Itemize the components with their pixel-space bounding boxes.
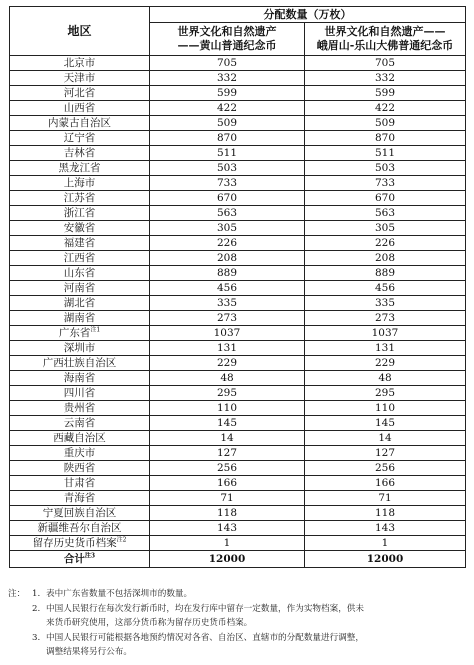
region-cell xyxy=(10,206,150,221)
table-row xyxy=(10,56,466,71)
region-cell xyxy=(10,341,150,356)
footnote-3-continued: 调整结果将另行公布。 xyxy=(46,647,132,657)
emeishan-quantity-cell: 503 xyxy=(305,161,466,176)
huangshan-quantity-cell: 1037 xyxy=(150,326,305,341)
region-name: 北京市 xyxy=(63,57,96,69)
table-row xyxy=(10,326,466,341)
emeishan-quantity-cell: 599 xyxy=(305,86,466,101)
table-row xyxy=(10,206,466,221)
region-cell xyxy=(10,176,150,191)
footnote-3 xyxy=(8,631,468,646)
table-row xyxy=(10,461,466,476)
emeishan-quantity-cell: 733 xyxy=(305,176,466,191)
emeishan-column-header xyxy=(305,23,466,56)
emeishan-quantity-cell: 127 xyxy=(305,446,466,461)
region-cell xyxy=(10,146,150,161)
allocation-table xyxy=(9,6,466,568)
footnote-marker: 注3 xyxy=(84,552,96,560)
region-cell xyxy=(10,386,150,401)
region-name: 留存历史货币档案 xyxy=(32,537,117,549)
table-row xyxy=(10,506,466,521)
region-cell xyxy=(10,416,150,431)
emeishan-quantity-cell: 509 xyxy=(305,116,466,131)
footnotes xyxy=(8,587,468,660)
region-name: 福建省 xyxy=(63,237,96,249)
total-row xyxy=(10,551,466,568)
emeishan-quantity-cell: 12000 xyxy=(305,551,466,568)
emeishan-quantity-cell: 1 xyxy=(305,536,466,551)
huangshan-quantity-cell: 14 xyxy=(150,431,305,446)
region-name: 云南省 xyxy=(63,417,96,429)
table-row xyxy=(10,236,466,251)
huangshan-quantity-cell: 166 xyxy=(150,476,305,491)
region-cell xyxy=(10,191,150,206)
region-name: 陕西省 xyxy=(63,462,96,474)
emeishan-quantity-cell: 335 xyxy=(305,296,466,311)
region-cell xyxy=(10,491,150,506)
emeishan-quantity-cell: 889 xyxy=(305,266,466,281)
emeishan-quantity-cell: 456 xyxy=(305,281,466,296)
region-cell xyxy=(10,506,150,521)
region-cell xyxy=(10,401,150,416)
emeishan-header-line1: 世界文化和自然遗产—— xyxy=(324,25,446,38)
huangshan-header-line2: ——黄山普通纪念币 xyxy=(177,39,277,52)
emeishan-quantity-cell: 166 xyxy=(305,476,466,491)
region-name: 江西省 xyxy=(63,252,96,264)
huangshan-quantity-cell: 208 xyxy=(150,251,305,266)
table-row xyxy=(10,281,466,296)
region-name: 青海省 xyxy=(63,492,96,504)
table-row xyxy=(10,536,466,551)
region-cell xyxy=(10,446,150,461)
emeishan-quantity-cell: 563 xyxy=(305,206,466,221)
region-name: 湖南省 xyxy=(63,312,96,324)
emeishan-quantity-cell: 131 xyxy=(305,341,466,356)
region-cell xyxy=(10,101,150,116)
emeishan-quantity-cell: 256 xyxy=(305,461,466,476)
region-name: 贵州省 xyxy=(63,402,96,414)
huangshan-quantity-cell: 332 xyxy=(150,71,305,86)
allocation-table-wrapper xyxy=(9,6,465,568)
region-cell xyxy=(10,296,150,311)
footnote-marker: 注2 xyxy=(116,536,127,544)
huangshan-quantity-cell: 511 xyxy=(150,146,305,161)
emeishan-quantity-cell: 229 xyxy=(305,356,466,371)
emeishan-quantity-cell: 118 xyxy=(305,506,466,521)
region-name: 新疆维吾尔自治区 xyxy=(37,522,122,534)
table-row xyxy=(10,161,466,176)
region-name: 吉林省 xyxy=(63,147,96,159)
footnote-2 xyxy=(8,602,468,617)
huangshan-quantity-cell: 422 xyxy=(150,101,305,116)
table-row xyxy=(10,491,466,506)
huangshan-quantity-cell: 305 xyxy=(150,221,305,236)
region-name: 山东省 xyxy=(63,267,96,279)
region-name: 四川省 xyxy=(63,387,96,399)
region-name: 内蒙古自治区 xyxy=(48,117,111,129)
table-row xyxy=(10,251,466,266)
huangshan-quantity-cell: 71 xyxy=(150,491,305,506)
table-row xyxy=(10,176,466,191)
region-cell xyxy=(10,521,150,536)
table-row xyxy=(10,266,466,281)
region-cell xyxy=(10,311,150,326)
emeishan-quantity-cell: 110 xyxy=(305,401,466,416)
footnote-text: 中国人民银行可能根据各地预约情况对各省、自治区、直辖市的分配数量进行调整， xyxy=(46,632,364,643)
huangshan-quantity-cell: 12000 xyxy=(150,551,305,568)
huangshan-quantity-cell: 1 xyxy=(150,536,305,551)
emeishan-quantity-cell: 143 xyxy=(305,521,466,536)
huangshan-header-line1: 世界文化和自然遗产 xyxy=(177,25,277,38)
emeishan-quantity-cell: 71 xyxy=(305,491,466,506)
huangshan-quantity-cell: 670 xyxy=(150,191,305,206)
region-name: 广东省 xyxy=(58,327,91,339)
huangshan-quantity-cell: 256 xyxy=(150,461,305,476)
table-row xyxy=(10,386,466,401)
region-cell xyxy=(10,476,150,491)
table-row xyxy=(10,86,466,101)
table-row xyxy=(10,476,466,491)
huangshan-quantity-cell: 48 xyxy=(150,371,305,386)
region-cell xyxy=(10,221,150,236)
region-name: 上海市 xyxy=(63,177,96,189)
table-row xyxy=(10,116,466,131)
huangshan-quantity-cell: 127 xyxy=(150,446,305,461)
region-cell xyxy=(10,281,150,296)
region-cell xyxy=(10,326,150,341)
emeishan-quantity-cell: 273 xyxy=(305,311,466,326)
huangshan-column-header xyxy=(150,23,305,56)
region-name: 重庆市 xyxy=(63,447,96,459)
huangshan-quantity-cell: 733 xyxy=(150,176,305,191)
footnote-1 xyxy=(8,587,468,602)
table-row xyxy=(10,356,466,371)
footnote-number: 3. xyxy=(32,632,41,643)
footnote-text: 中国人民银行在每次发行新币时，均在发行库中留存一定数量，作为实物档案，供未 xyxy=(46,603,364,614)
huangshan-quantity-cell: 131 xyxy=(150,341,305,356)
region-name: 黑龙江省 xyxy=(58,162,101,174)
region-cell xyxy=(10,86,150,101)
huangshan-quantity-cell: 509 xyxy=(150,116,305,131)
region-cell xyxy=(10,251,150,266)
region-cell xyxy=(10,56,150,71)
region-cell xyxy=(10,161,150,176)
huangshan-quantity-cell: 705 xyxy=(150,56,305,71)
huangshan-quantity-cell: 503 xyxy=(150,161,305,176)
region-name: 宁夏回族自治区 xyxy=(42,507,117,519)
huangshan-quantity-cell: 273 xyxy=(150,311,305,326)
table-row xyxy=(10,371,466,386)
allocation-table-body xyxy=(10,56,466,568)
footnote-marker: 注1 xyxy=(90,326,101,334)
region-name: 河南省 xyxy=(63,282,96,294)
emeishan-quantity-cell: 295 xyxy=(305,386,466,401)
footnote-number: 1. xyxy=(32,589,41,599)
footnote-text: 表中广东省数量不包括深圳市的数量。 xyxy=(46,589,193,599)
region-name: 辽宁省 xyxy=(63,132,96,144)
region-cell xyxy=(10,236,150,251)
emeishan-quantity-cell: 305 xyxy=(305,221,466,236)
table-row xyxy=(10,446,466,461)
region-name: 合计 xyxy=(63,553,85,565)
huangshan-quantity-cell: 889 xyxy=(150,266,305,281)
region-cell xyxy=(10,371,150,386)
table-row xyxy=(10,221,466,236)
emeishan-quantity-cell: 670 xyxy=(305,191,466,206)
table-row xyxy=(10,431,466,446)
allocation-group-header: 分配数量（万枚） xyxy=(150,7,466,23)
emeishan-header-line2: 峨眉山-乐山大佛普通纪念币 xyxy=(316,39,454,52)
region-cell xyxy=(10,131,150,146)
region-cell xyxy=(10,431,150,446)
huangshan-quantity-cell: 143 xyxy=(150,521,305,536)
region-name: 西藏自治区 xyxy=(53,432,106,444)
emeishan-quantity-cell: 48 xyxy=(305,371,466,386)
region-cell xyxy=(10,266,150,281)
region-cell xyxy=(10,461,150,476)
huangshan-quantity-cell: 145 xyxy=(150,416,305,431)
table-row xyxy=(10,71,466,86)
huangshan-quantity-cell: 118 xyxy=(150,506,305,521)
emeishan-quantity-cell: 1037 xyxy=(305,326,466,341)
region-name: 广西壮族自治区 xyxy=(42,357,117,369)
huangshan-quantity-cell: 335 xyxy=(150,296,305,311)
huangshan-quantity-cell: 870 xyxy=(150,131,305,146)
region-cell xyxy=(10,71,150,86)
huangshan-quantity-cell: 563 xyxy=(150,206,305,221)
footnote-2-continued: 来货币研究使用，这部分货币称为留存历史货币档案。 xyxy=(46,618,253,628)
region-cell xyxy=(10,536,150,551)
emeishan-quantity-cell: 14 xyxy=(305,431,466,446)
region-name: 甘肃省 xyxy=(63,477,96,489)
huangshan-quantity-cell: 456 xyxy=(150,281,305,296)
region-cell xyxy=(10,551,150,568)
table-row xyxy=(10,311,466,326)
table-row xyxy=(10,131,466,146)
emeishan-quantity-cell: 422 xyxy=(305,101,466,116)
region-name: 浙江省 xyxy=(63,207,96,219)
region-name: 安徽省 xyxy=(63,222,96,234)
region-name: 深圳市 xyxy=(63,342,96,354)
table-row xyxy=(10,341,466,356)
region-column-header: 地区 xyxy=(10,7,150,56)
table-row xyxy=(10,101,466,116)
region-cell xyxy=(10,116,150,131)
region-name: 天津市 xyxy=(63,72,96,84)
emeishan-quantity-cell: 332 xyxy=(305,71,466,86)
emeishan-quantity-cell: 511 xyxy=(305,146,466,161)
huangshan-quantity-cell: 226 xyxy=(150,236,305,251)
emeishan-quantity-cell: 226 xyxy=(305,236,466,251)
huangshan-quantity-cell: 599 xyxy=(150,86,305,101)
region-cell xyxy=(10,356,150,371)
table-row xyxy=(10,191,466,206)
table-row xyxy=(10,146,466,161)
emeishan-quantity-cell: 870 xyxy=(305,131,466,146)
footnote-number: 2. xyxy=(32,603,41,614)
region-name: 河北省 xyxy=(63,87,96,99)
table-row xyxy=(10,416,466,431)
region-name: 江苏省 xyxy=(63,192,96,204)
huangshan-quantity-cell: 229 xyxy=(150,356,305,371)
region-name: 山西省 xyxy=(63,102,96,114)
emeishan-quantity-cell: 705 xyxy=(305,56,466,71)
huangshan-quantity-cell: 295 xyxy=(150,386,305,401)
table-row xyxy=(10,401,466,416)
table-row xyxy=(10,296,466,311)
table-row xyxy=(10,521,466,536)
huangshan-quantity-cell: 110 xyxy=(150,401,305,416)
region-name: 湖北省 xyxy=(63,297,96,309)
region-name: 海南省 xyxy=(63,372,96,384)
footnote-lead: 注： xyxy=(8,589,26,599)
emeishan-quantity-cell: 208 xyxy=(305,251,466,266)
emeishan-quantity-cell: 145 xyxy=(305,416,466,431)
